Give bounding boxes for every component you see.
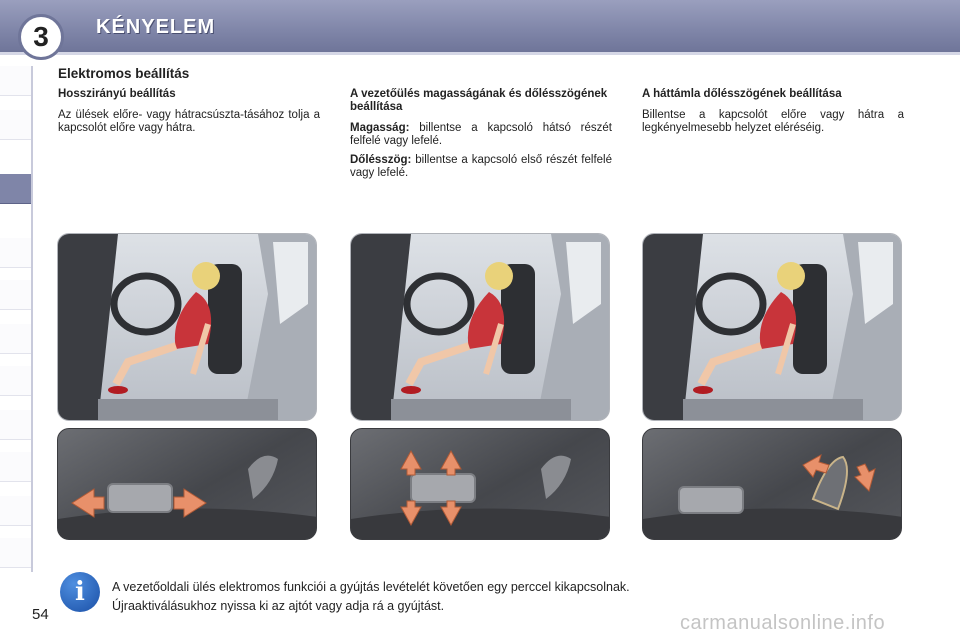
column-heading: A vezetőülés magasságának és dőlésszögének beállítása xyxy=(350,88,608,113)
chapter-tab-2[interactable] xyxy=(0,110,32,140)
tilt-label: Dőlésszög: xyxy=(350,154,412,166)
chapter-tab-6[interactable] xyxy=(0,324,32,354)
watermark: carmanualsonline.info xyxy=(680,612,886,634)
info-icon: i xyxy=(60,572,100,612)
chapter-tab-5[interactable] xyxy=(0,280,32,310)
column-longitudinal xyxy=(58,88,320,141)
arrow-backward-icon xyxy=(72,489,104,517)
info-line-2: Újraaktiválásukhoz nyissa ki az ajtót vagy adja rá a gyújtást. xyxy=(112,599,445,613)
chapter-tab-9[interactable] xyxy=(0,452,32,482)
chapter-tab-11[interactable] xyxy=(0,538,32,568)
arrow-up-icon xyxy=(441,451,461,475)
column-heading: Hosszirányú beállítás xyxy=(58,88,176,100)
column-heading: A háttámla dőlésszögének beállítása xyxy=(642,88,842,100)
switch-detail-longitudinal xyxy=(57,428,317,540)
chapter-tab-3-active[interactable] xyxy=(0,174,32,204)
seat-illustration-3 xyxy=(642,233,902,421)
switch-detail-height-tilt xyxy=(350,428,610,540)
arrow-forward-tilt-icon xyxy=(855,464,875,491)
seat-illustration-1 xyxy=(57,233,317,421)
header-divider xyxy=(0,52,960,55)
chapter-tab-1[interactable] xyxy=(0,66,32,96)
chapter-tab-10[interactable] xyxy=(0,496,32,526)
chapter-title: KÉNYELEM xyxy=(96,16,216,38)
info-line-1: A vezetőoldali ülés elektromos funkciói a gyújtás levételét követően egy perccel kikapcsolnak. xyxy=(112,580,630,594)
height-label: Magasság: xyxy=(350,122,410,134)
column-body: Billentse a kapcsolót előre vagy hátra a legkényelmesebb helyzet eléréséig. xyxy=(642,109,904,134)
chapter-tabs xyxy=(0,66,34,576)
chapter-tab-4[interactable] xyxy=(0,238,32,268)
info-note xyxy=(112,578,630,616)
seat-illustration-2 xyxy=(350,233,610,421)
switch-detail-backrest xyxy=(642,428,902,540)
tilt-text: billentse a kapcsoló első részét felfelé vagy lefelé. xyxy=(350,154,612,179)
page-number: 54 xyxy=(32,606,49,623)
tilt-instruction xyxy=(350,154,612,180)
chapter-number-badge: 3 xyxy=(18,14,64,60)
column-backrest xyxy=(642,88,904,141)
column-body: Az ülések előre- vagy hátracsúszta-tásához tolja a kapcsolót előre vagy hátra. xyxy=(58,109,320,134)
height-instruction xyxy=(350,122,612,148)
section-title: Elektromos beállítás xyxy=(58,66,190,81)
chapter-tab-rail xyxy=(31,66,33,572)
column-height-tilt xyxy=(350,88,612,186)
height-text: billentse a kapcsoló hátsó részét felfelé vagy lefelé. xyxy=(350,122,612,147)
chapter-tab-7[interactable] xyxy=(0,366,32,396)
chapter-tab-8[interactable] xyxy=(0,410,32,440)
arrow-up-icon xyxy=(401,451,421,475)
